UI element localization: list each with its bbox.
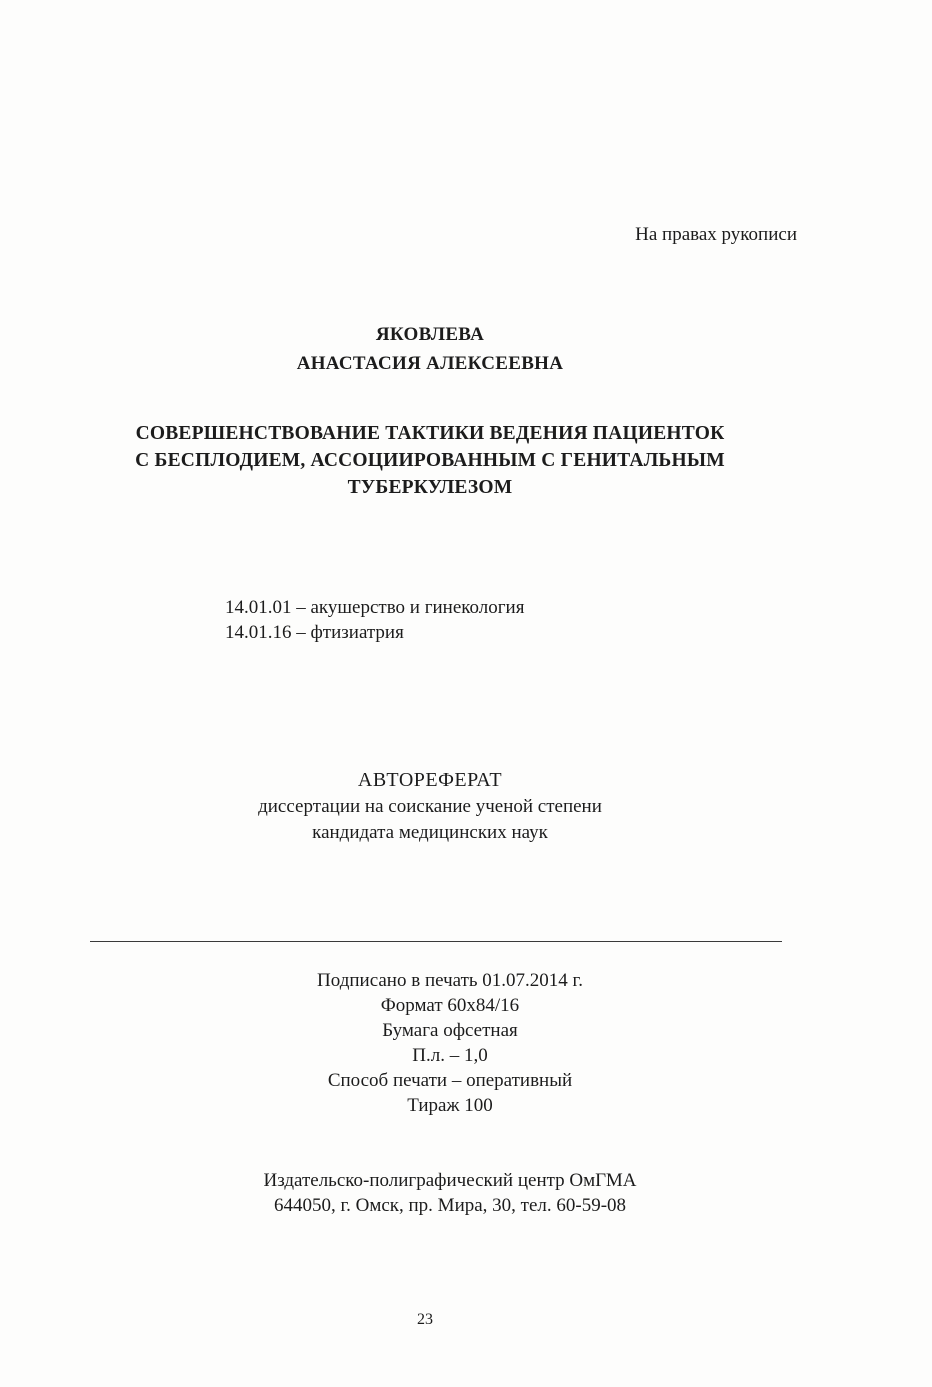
abstract-line: кандидата медицинских наук [312, 822, 548, 843]
imprint-signed: Подписано в печать 01.07.2014 г. [317, 970, 583, 991]
manuscript-note: На правах рукописи [635, 224, 797, 245]
imprint-format: Формат 60х84/16 [380, 995, 520, 1016]
abstract-line: диссертации на соискание ученой степени [258, 796, 602, 817]
publisher-address: 644050, г. Омск, пр. Мира, 30, тел. 60-59-08 [273, 1195, 627, 1216]
publisher-name: Издательско-полиграфический центр ОмГМА [263, 1170, 637, 1191]
page-number: 23 [417, 1311, 433, 1328]
title-line: С БЕСПЛОДИЕМ, АССОЦИИРОВАННЫМ С ГЕНИТАЛЬНЫМ [135, 450, 725, 471]
imprint-paper: Бумага офсетная [382, 1020, 518, 1041]
imprint-block [0, 968, 900, 1118]
abstract-heading: АВТОРЕФЕРАТ [357, 769, 503, 791]
imprint-method: Способ печати – оперативный [327, 1070, 573, 1091]
title-line: ТУБЕРКУЛЕЗОМ [347, 477, 513, 498]
author-block [0, 320, 860, 378]
author-given-names: АНАСТАСИЯ АЛЕКСЕЕВНА [296, 353, 564, 374]
publisher-block [0, 1168, 900, 1218]
imprint-sheets: П.л. – 1,0 [412, 1045, 488, 1066]
imprint-run: Тираж 100 [407, 1095, 493, 1116]
title-line: СОВЕРШЕНСТВОВАНИЕ ТАКТИКИ ВЕДЕНИЯ ПАЦИЕНТОК [135, 423, 725, 444]
horizontal-divider [90, 941, 782, 942]
specialty-codes [225, 595, 524, 645]
abstract-block [0, 766, 860, 846]
specialty-line: 14.01.01 – акушерство и гинекология [225, 597, 525, 618]
dissertation-title [0, 420, 860, 501]
author-surname: ЯКОВЛЕВА [375, 324, 485, 345]
specialty-line: 14.01.16 – фтизиатрия [225, 622, 404, 643]
